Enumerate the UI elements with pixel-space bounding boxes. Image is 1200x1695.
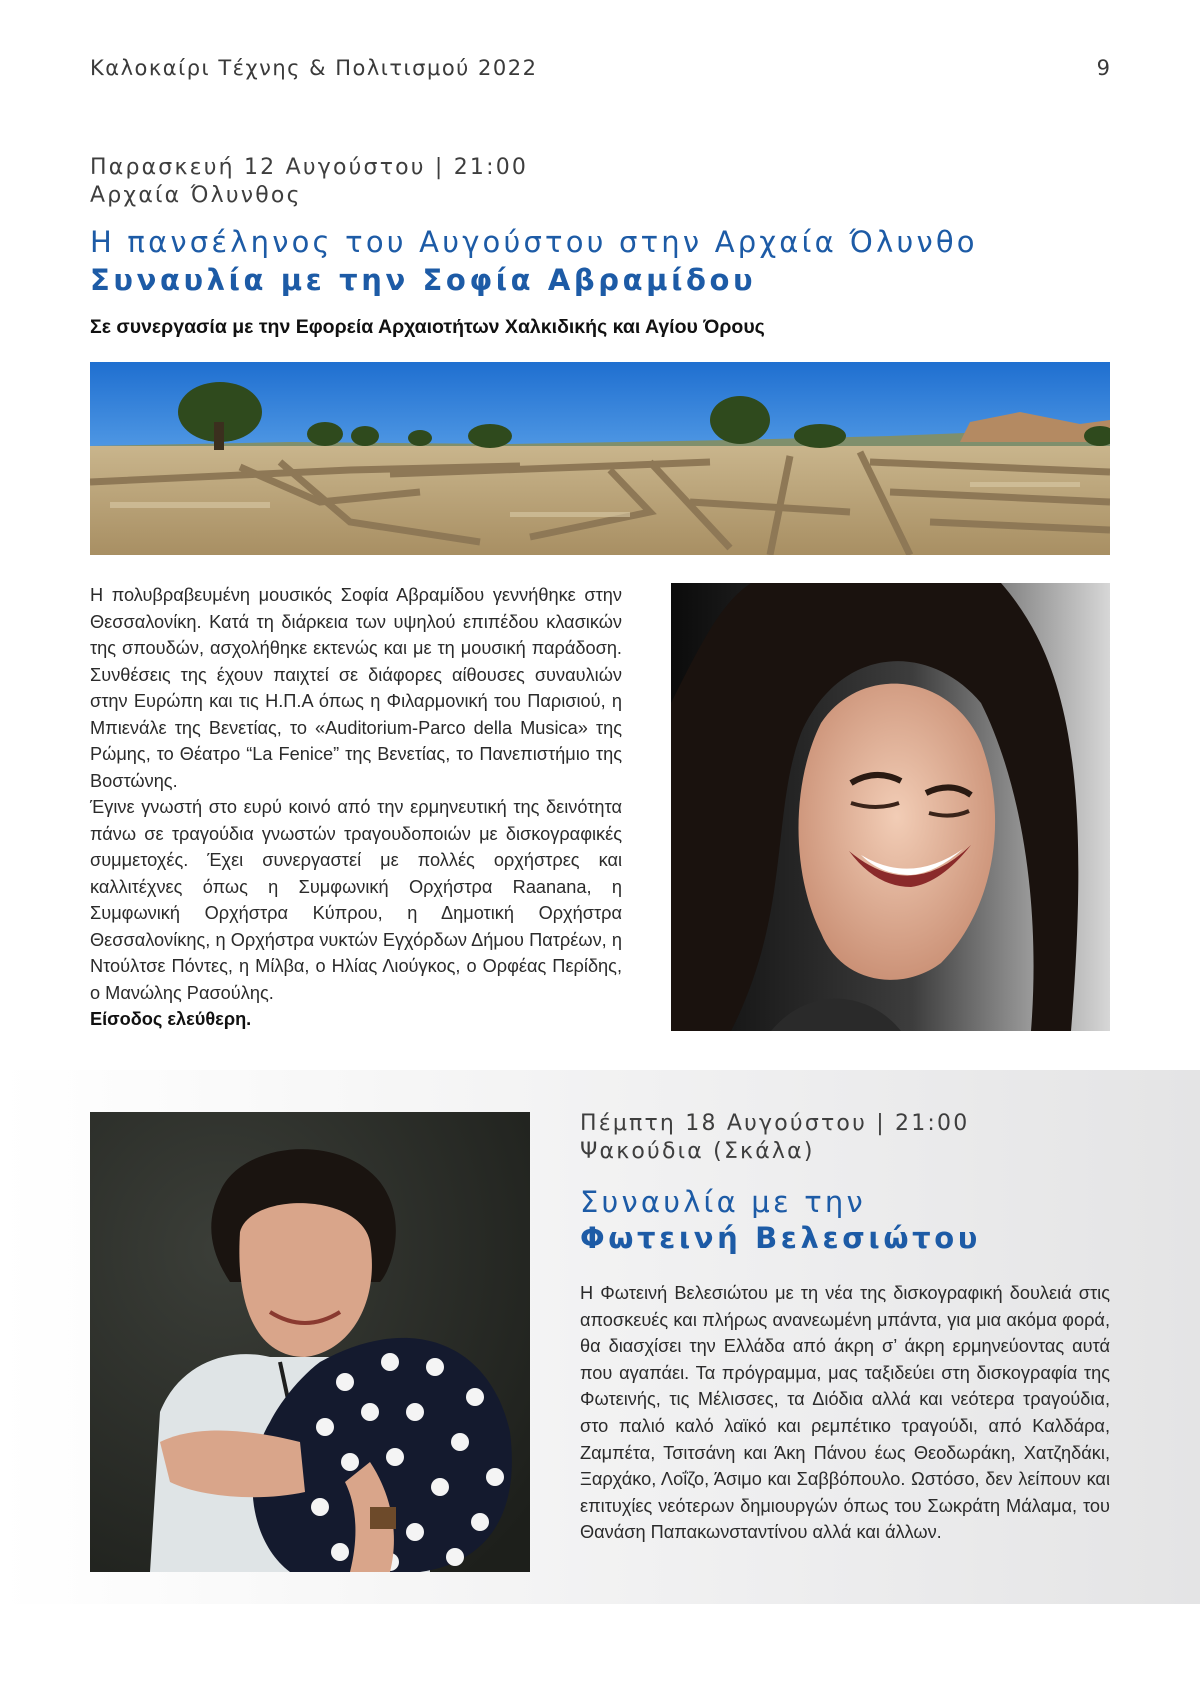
event1-venue: Αρχαία Όλυνθος [90,183,302,208]
event1-collaboration: Σε συνεργασία με την Εφορεία Αρχαιοτήτων Χαλκιδικής και Αγίου Όρους [90,316,765,338]
sofia-avramidou-portrait [671,583,1110,1031]
event2-title-line1: Συναυλία με την [580,1185,866,1219]
event1-entry-note: Είσοδος ελεύθερη. [90,1009,252,1029]
event1-title-line2: Συναυλία με την Σοφία Αβραμίδου [90,263,757,297]
running-title: Καλοκαίρι Τέχνης & Πολιτισμού 2022 [90,56,538,80]
event2-venue: Ψακούδια (Σκάλα) [580,1139,815,1164]
event1-paragraph2: Έγινε γνωστή στο ευρύ κοινό από την ερμηνευτική της δεινότητα πάνω σε τραγούδια γνωστών τραγουδοποιών με δισκογραφικές συμμετοχές. Έχει συνεργαστεί με πολλές ορχήστρες και καλλιτέχνες όπως η Συμφωνική Ορχήστρα Raanana, η Συμφωνική Ορχήστρα Κύπρου, η Δημοτική Ορχήστρα Θεσσαλονίκης, η Ορχήστρα νυκτών Εγχόρδων Δήμου Πατρέων, η Ντούλτσε Πόντες, η Μίλβα, ο Ηλίας Λιούγκος, ο Ορφέας Περίδης, ο Μανώλης Ρασούλης. [90,797,622,1003]
foteini-velesiotou-portrait [90,1112,530,1572]
event1-title-line1: Η πανσέληνος του Αυγούστου στην Αρχαία Όλυνθο [90,225,978,259]
page-number: 9 [1096,56,1110,80]
event1-paragraph1: Η πολυβραβευμένη μουσικός Σοφία Αβραμίδου γεννήθηκε στην Θεσσαλονίκη. Κατά τη διάρκεια των υψηλού επιπέδου κλασικών της σπουδών, ασχολήθηκε εκτενώς και με τη μουσική παράδοση. Συνθέσεις της έχουν παιχτεί σε διάφορες αίθουσες συναυλιών στην Ευρώπη και τις Η.Π.Α όπως η Φιλαρμονική του Παρισιού, η Μπιενάλε της Βενετίας, το «Auditorium-Parco della Musica» της Ρώμης, το Θέατρο “La Fenice” της Βενετίας, το Πανεπιστήμιο της Βοστώνης. [90,585,622,791]
event1-description [90,582,622,1033]
event2-title-line2: Φωτεινή Βελεσιώτου [580,1221,981,1255]
event2-description: Η Φωτεινή Βελεσιώτου με τη νέα της δισκογραφική δουλειά στις αποσκευές και πλήρως ανανεωμένη μπάντα, για μια ακόμα φορά, θα διασχίσει την Ελλάδα από άκρη σ’ άκρη ερμηνεύοντας αυτά που αγαπάει. Τα πρόγραμμα, μας ταξιδεύει στη δισκογραφία της Φωτεινής, τις Μέλισσες, τα Διόδια αλλά και νεότερα τραγούδια, στο παλιό καλό λαϊκό και ρεμπέτικο τραγούδι, από Καλδάρα, Ζαμπέτα, Τσιτσάνη και Άκη Πάνου έως Θεοδωράκη, Χατζηδάκι, Ξαρχάκο, Λοΐζο, Άσιμο και Σαββόπουλο. Ωστόσο, δεν λείπουν και επιτυχίες νεότερων δημιουργών όπως του Σωκράτη Μάλαμα, του Θανάση Παπακωνσταντίνου αλλά και άλλων. [580,1283,1110,1543]
event1-date-time: Παρασκευή 12 Αυγούστου | 21:00 [90,155,529,180]
olynthos-panorama-photo [90,362,1110,555]
event2-date-time: Πέμπτη 18 Αυγούστου | 21:00 [580,1111,970,1136]
